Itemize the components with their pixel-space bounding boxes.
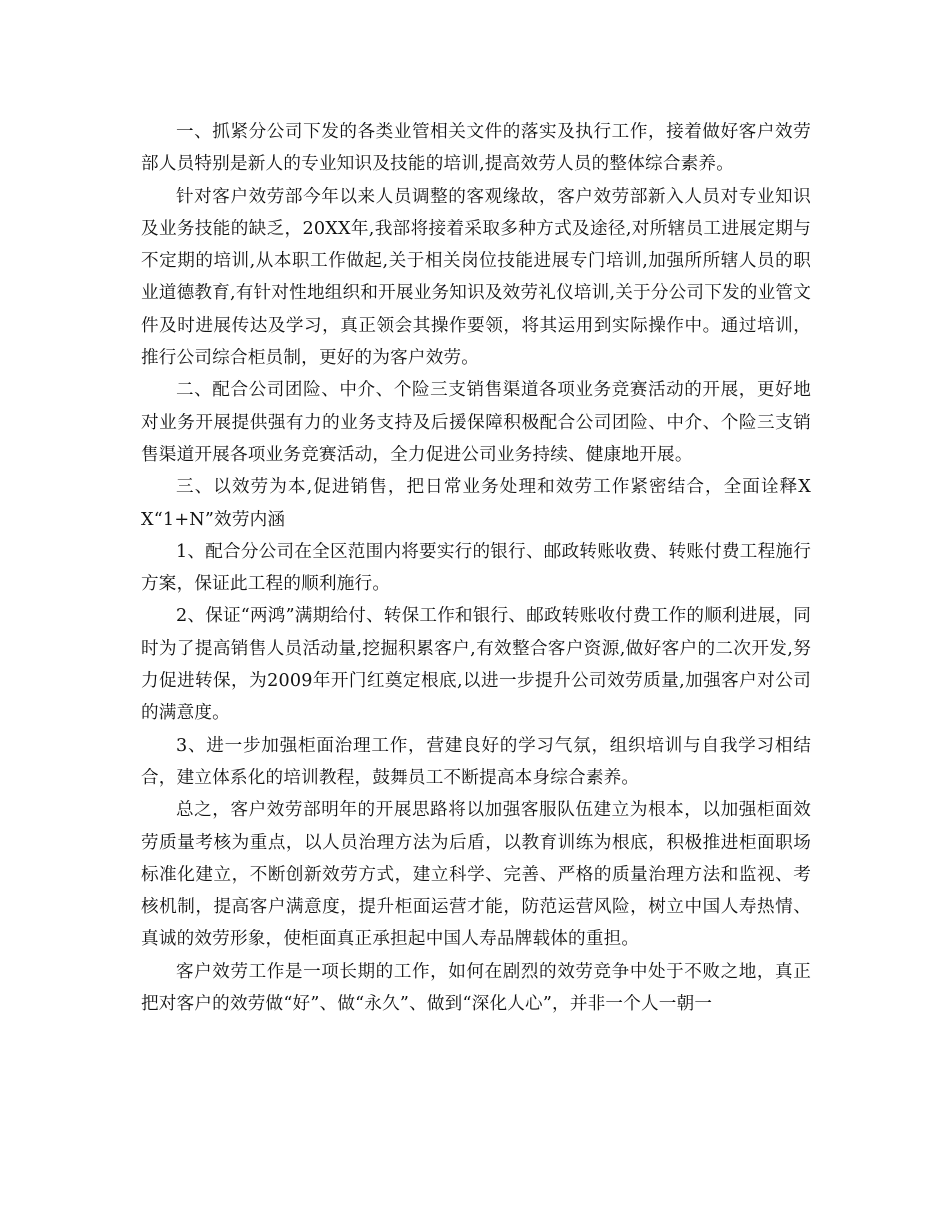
paragraph-5: 1、配合分公司在全区范围内将要实行的银行、邮政转账收费、转账付费工程施行方案，保证此工程的顺利施行。	[141, 541, 811, 595]
paragraph-9: 客户效劳工作是一项长期的工作，如何在剧烈的效劳竞争中处于不败之地，真正把对客户的效劳做“好”、做“永久”、做到“深化人心”，并非一个人一朝一	[141, 961, 811, 1015]
paragraph-6: 2、保证“两鸿”满期给付、转保工作和银行、邮政转账收付费工作的顺利进展，同时为了提高销售人员活动量,挖掘积累客户,有效整合客户资源,做好客户的二次开发,努力促进转保，为2009年开门红奠定根底,以进一步提升公司效劳质量,加强客户对公司的满意度。	[141, 606, 811, 724]
document-body	[141, 116, 811, 1020]
paragraph-4: 三、以效劳为本,促进销售，把日常业务处理和效劳工作紧密结合，全面诠释XX“1+N”效劳内涵	[141, 477, 811, 530]
paragraph-7: 3、进一步加强柜面治理工作，营建良好的学习气氛，组织培训与自我学习相结合，建立体系化的培训教程，鼓舞员工不断提高本身综合素养。	[141, 735, 811, 788]
paragraph-2: 针对客户效劳部今年以来人员调整的客观缘故，客户效劳部新入人员对专业知识及业务技能的缺乏，20XX年,我部将接着采取多种方式及途径,对所辖员工进展定期与不定期的培训,从本职工作做起,关于相关岗位技能进展专门培训,加强所所辖人员的职业道德教育,有针对性地组织和开展业务知识及效劳礼仪培训,关于分公司下发的业管文件及时进展传达及学习，真正领会其操作要领，将其运用到实际操作中。通过培训，推行公司综合柜员制，更好的为客户效劳。	[141, 186, 811, 369]
paragraph-8: 总之，客户效劳部明年的开展思路将以加强客服队伍建立为根本，以加强柜面效劳质量考核为重点，以人员治理方法为后盾，以教育训练为根底，积极推进柜面职场标准化建立，不断创新效劳方式，建立科学、完善、严格的质量治理方法和监视、考核机制，提高客户满意度，提升柜面运营才能，防范运营风险，树立中国人寿热情、真诚的效劳形象，使柜面真正承担起中国人寿品牌载体的重担。	[141, 800, 811, 950]
paragraph-1: 一、抓紧分公司下发的各类业管相关文件的落实及执行工作，接着做好客户效劳部人员特别是新人的专业知识及技能的培训,提高效劳人员的整体综合素养。	[141, 122, 811, 175]
paragraph-3: 二、配合公司团险、中介、个险三支销售渠道各项业务竞赛活动的开展，更好地对业务开展提供强有力的业务支持及后援保障积极配合公司团险、中介、个险三支销售渠道开展各项业务竞赛活动，全力促进公司业务持续、健康地开展。	[141, 380, 811, 465]
